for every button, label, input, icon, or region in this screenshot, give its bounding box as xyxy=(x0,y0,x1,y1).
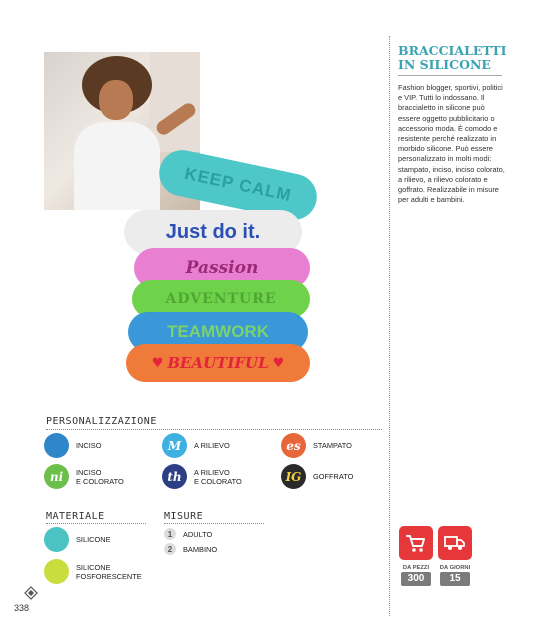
section-divider xyxy=(164,523,264,524)
delivery-value: 15 xyxy=(440,572,470,586)
delivery-label: DA GIORNI xyxy=(439,565,471,571)
band-just-do-it: Just do it. xyxy=(124,210,302,254)
option-inciso-colorato: ni INCISO E COLORATO xyxy=(44,464,124,489)
min-qty-value: 300 xyxy=(401,572,431,586)
option-a-rilievo-colorato: th A RILIEVO E COLORATO xyxy=(162,464,242,489)
inciso-icon xyxy=(44,433,69,458)
band-keep-calm: KEEP CALM xyxy=(155,146,321,224)
section-title-misure: MISURE xyxy=(164,511,204,522)
section-title-materiale: MATERIALE xyxy=(46,511,105,522)
bracelets-image xyxy=(120,156,330,386)
section-divider xyxy=(46,523,146,524)
material-silicone: SILICONE xyxy=(44,527,111,552)
inciso-colorato-icon: ni xyxy=(44,464,69,489)
fosforescente-swatch xyxy=(44,559,69,584)
band-passion: Passion xyxy=(134,248,310,288)
material-silicone-fosforescente: SILICONE FOSFORESCENTE xyxy=(44,559,142,584)
option-goffrato: IG GOFFRATO xyxy=(281,464,353,489)
a-rilievo-icon: M xyxy=(162,433,187,458)
page-title: BRACCIALETTI IN SILICONE xyxy=(398,43,507,72)
option-stampato: es STAMPATO xyxy=(281,433,352,458)
heart-icon: ♥ xyxy=(272,355,285,371)
min-qty-label: DA PEZZI xyxy=(402,565,430,571)
option-a-rilievo: M A RILIEVO xyxy=(162,433,230,458)
page-number: 338 xyxy=(14,603,30,613)
title-divider xyxy=(398,75,502,76)
size-bambino: 2 BAMBINO xyxy=(164,543,217,555)
column-divider xyxy=(389,36,390,616)
silicone-swatch xyxy=(44,527,69,552)
a-rilievo-colorato-icon: th xyxy=(162,464,187,489)
band-teamwork: TEAMWORK xyxy=(128,312,308,352)
section-divider xyxy=(46,429,382,430)
cart-icon xyxy=(399,526,433,560)
option-inciso: INCISO xyxy=(44,433,101,458)
heart-icon: ♥ xyxy=(151,355,164,371)
goffrato-icon: IG xyxy=(281,464,306,489)
section-title-personalizzazione: PERSONALIZZAZIONE xyxy=(46,416,157,427)
stampato-icon: es xyxy=(281,433,306,458)
band-adventure: ADVENTURE xyxy=(132,280,310,318)
product-description: Fashion blogger, sportivi, politici e VIP. Tutti lo indossano. Il braccialetto in silicone può essere oggetto pubblicitario o accessorio moda. È comodo e resistente perché realizzato in morbido silicone. Può essere personalizzato in molti modi: stampato, inciso, inciso colorato, a rilievo, a rilievo colorato e goffrato. Realizzabile in misure per adulti e bambini. xyxy=(398,83,505,205)
band-beautiful: ♥ BEAUTIFUL ♥ xyxy=(126,344,310,382)
truck-icon xyxy=(438,526,472,560)
size-adulto: 1 ADULTO xyxy=(164,528,212,540)
